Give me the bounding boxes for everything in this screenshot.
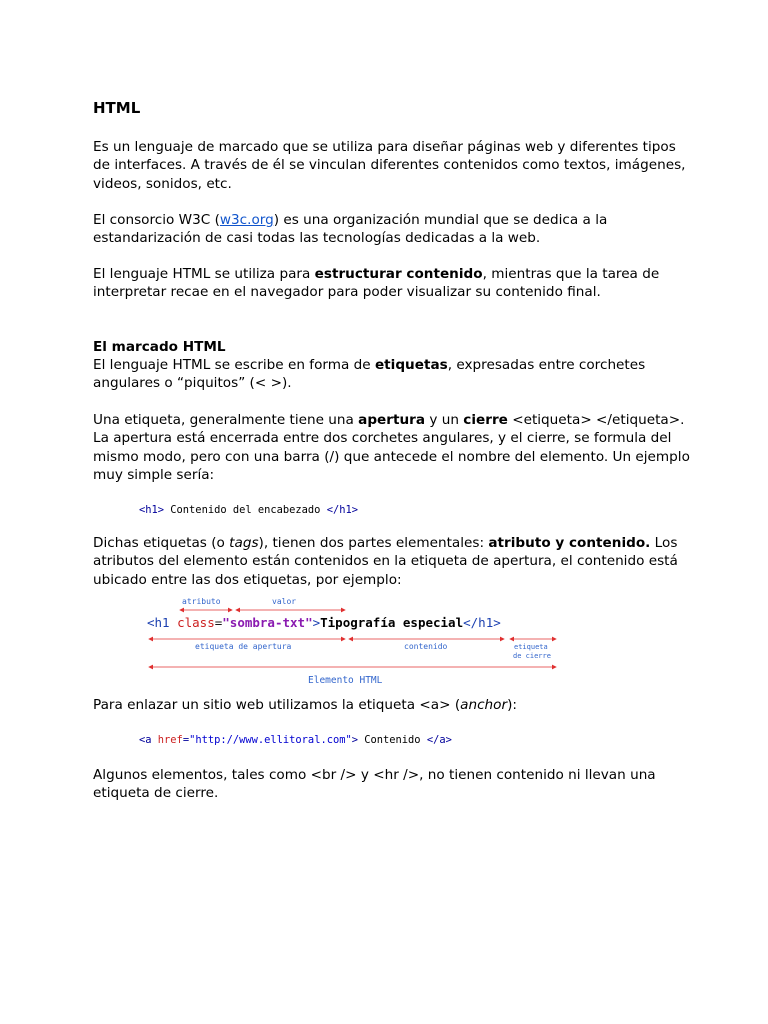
html-element-diagram — [140, 594, 570, 690]
label-valor: valor — [272, 597, 297, 606]
label-cierre-2: de cierre — [513, 652, 551, 660]
section-title: El marcado HTML — [93, 339, 226, 355]
attribute-paragraph: Dichas etiquetas (o tags), tienen dos partes elementales: atributo y contenido. Los atributos del elemento están contenidos en la etiqueta de apertura, el contenido está ubicado entre las dos etiquetas, por ejemplo: — [93, 535, 678, 588]
markup-paragraph: El lenguaje HTML se escribe en forma de etiquetas, expresadas entre corchetes angulares o “piquitos” (< >). — [93, 357, 646, 392]
label-apertura: etiqueta de apertura — [195, 642, 292, 651]
label-contenido: contenido — [404, 642, 448, 651]
page-title: HTML — [93, 99, 141, 117]
anchor-paragraph: Para enlazar un sitio web utilizamos la etiqueta <a> (anchor): — [93, 697, 517, 713]
w3c-paragraph: El consorcio W3C (w3c.org) es una organización mundial que se dedica a la estandarización de casi todas las tecnologías dedicadas a la web. — [93, 212, 608, 247]
label-cierre-1: etiqueta — [514, 643, 548, 651]
diagram-code-line: <h1 class="sombra-txt">Tipografía especial</h1> — [147, 615, 501, 630]
tag-paragraph: Una etiqueta, generalmente tiene una apertura y un cierre <etiqueta> </etiqueta>. La apertura está encerrada entre dos corchetes angulares, y el cierre, se formula del mismo modo, pero con una barra (/) que antecede el nombre del elemento. Un ejemplo muy simple sería: — [93, 412, 690, 483]
code-example-h1: <h1> Contenido del encabezado </h1> — [139, 504, 358, 516]
intro-paragraph: Es un lenguaje de marcado que se utiliza para diseñar páginas web y diferentes tipos de interfaces. A través de él se vinculan diferentes contenidos como textos, imágenes, videos, sonidos, etc. — [93, 139, 686, 192]
structure-paragraph: El lenguaje HTML se utiliza para estructurar contenido, mientras que la tarea de interpretar recae en el navegador para poder visualizar su contenido final. — [93, 266, 660, 301]
void-elements-paragraph: Algunos elementos, tales como <br /> y <hr />, no tienen contenido ni llevan una etiqueta de cierre. — [93, 767, 656, 802]
code-example-anchor: <a href="http://www.ellitoral.com"> Contenido </a> — [139, 734, 452, 746]
w3c-link[interactable]: w3c.org — [219, 212, 274, 228]
label-elemento-html: Elemento HTML — [308, 675, 383, 686]
label-atributo: atributo — [182, 597, 221, 606]
